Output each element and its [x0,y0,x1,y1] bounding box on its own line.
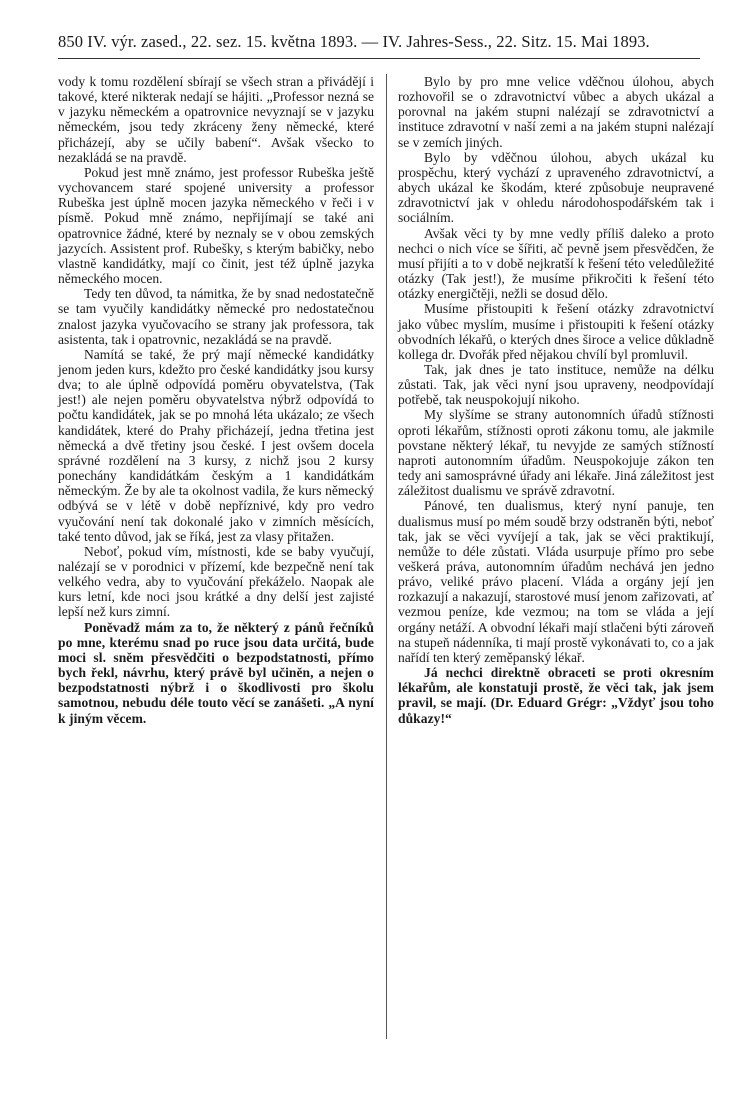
paragraph: Bylo by pro mne velice vděčnou úlohou, abych rozhovořil se o zdravotnictví vůbec a abych ukázal a porovnal na jakém stupni nalézají se zdravotnictví a instituce zdravotní v naší zemi a na jakém stupni nalézají se v zemích jiných. [398,74,714,150]
paragraph: Bylo by vděčnou úlohou, abych ukázal ku prospěchu, který vychází z upraveného zdravotnictví, a abych ukázal ke škodám, které způsobuje neupravené zdravotnictví jak v ohledu národohospodářském tak i sociálním. [398,149,714,226]
header-rule [58,58,700,59]
paragraph: My slyšíme se strany autonomních úřadů stížnosti oproti lékařům, stížnosti oproti zákonu tomu, ale jakmile povstane některý lékař, tu nevyjde ze samých stížností naproti autonomním úřadům. Neuspokojuje zákon ten tedy ani samosprávné úřady ani lékaře. Jiná záležitost jest záležitost dualismu ve správě zdravotní. [398,407,714,499]
column-divider [386,74,387,1039]
running-header: 850 IV. výr. zased., 22. sez. 15. května 1893. — IV. Jahres-Sess., 22. Sitz. 15. Mai 1893. [58,32,650,51]
paragraph: Pánové, ten dualismus, který nyní panuje, ten dualismus musí po mém soudě brzy odstraněn býti, neboť tak, jak se věci vyvíjejí a tak, jak se věci praktikují, nemůže to déle zůstati. Vláda usurpuje přímo pro sebe veškerá práva, autonomním úřadům nechává jen jedno právo, veliké právo placení. Vláda a orgány její jen rozkazují a nakazují, starostové musí jenom zařizovati, ať vezmou peníze, kde vezmou; na tom se vláda a její orgány netáží. A obvodní lékaři mají stlačeni býti zároveň na stupeň nádenníka, ti mají prostě vykonávati to, co a jak nařídí ten který zeměpanský lékař. [398,498,714,665]
paragraph: Tedy ten důvod, ta námitka, že by snad nedostatečně se tam vyučily kandidátky německé pro nedostatečnou znalost jazyka vyučovacího se strany jak professora, tak asistenta, tak i opatrovnic, nezakládá se na pravdě. [58,286,374,347]
paragraph: Neboť, pokud vím, místnosti, kde se baby vyučují, nalézají se v porodnici v přízemí, kde bezpečně není tak velkého vedra, aby to vyučování překáželo. Naopak ale kurs letní, kde noci jsou krátké a dny delší jest zajisté lepší než kurs zimní. [58,543,374,620]
left-column [58,74,374,726]
paragraph: Musíme přistoupiti k řešení otázky zdravotnictví jako vůbec myslím, musíme i přistoupiti k řešení otázky obvodních lékařů, o kterých dnes široce a velice důkladně kollega dr. Dvořák před nějakou chvílí byl promluvil. [398,301,714,362]
paragraph: Tak, jak dnes je tato instituce, nemůže na délku zůstati. Tak, jak věci nyní jsou upraveny, neodpovídají potřebě, tak neuspokojují nikoho. [398,361,714,408]
paragraph: vody k tomu rozdělení sbírají se všech stran a přivádějí i takové, které nikterak nedají se hájiti. „Professor nezná se v jazyku německém a opatrovnice nevyznají se v jazyku německém, jsou tedy zkráceny ženy německé, které přicházejí, aby se učily babení“. Avšak všecko to nezakládá se na pravdě. [58,74,374,165]
paragraph-bold: Poněvadž mám za to, že některý z pánů řečníků po mne, kterému snad po ruce jsou data určitá, bude moci sl. sněm přesvědčiti o bezpodstatnosti, přímo bych řekl, návrhu, který právě byl učiněn, a nejen o bezpodstatnosti nýbrž i o škodlivosti pro školu samotnou, nebudu déle touto věcí se zanášeti. „A nyní k jiným věcem. [58,619,374,726]
right-column [398,74,714,726]
paragraph: Avšak věci ty by mne vedly příliš daleko a proto nechci o nich více se šířiti, ač pevně jsem přesvědčen, že musí přijíti a to v době nejkratší k řešení této veledůležité otázky (Tak jest!), že musíme přikročiti k řešení této otázky energičtěji, nežli se dosud dělo. [398,225,714,302]
paragraph-bold: Já nechci direktně obraceti se proti okresním lékařům, ale konstatuji prostě, že věci tak, jak jsem pravil, se mají. (Dr. Eduard Grégr: „Vždyť jsou toho důkazy!“ [398,665,714,726]
paragraph: Pokud jest mně známo, jest professor Rubeška ještě vychovancem staré spojené university a professor Rubeška jest úplně mocen jazyka německého v řeči i v písmě. Pokud mně známo, nepřijímají se také ani opatrovnice žádné, které by neznaly se v obou zemských jazycích. Assistent prof. Rubešky, s kterým babičky, nebo vlastně kandidátky, mají co činit, jest též úplně jazyka německého mocen. [58,164,374,287]
paragraph: Namítá se také, že prý mají německé kandidátky jenom jeden kurs, kdežto pro české kandidátky jsou kursy dva; to ale úplně odpovídá poměru obyvatelstva, (Tak jest!) ale nejen poměru obyvatelstva nýbrž odpovídá to počtu kandidátek, jak se po mnohá léta ukázalo; ze všech kandidátek, které do Prahy přicházejí, jedna třetina jest německá a dvě třetiny jsou české. I jest ovšem docela správné rozdělení na 3 kursy, z nichž jsou 2 kursy ponechány kandidátkám českým a 1 kandidátkám německým. Že by ale ta okolnost vadila, že kurs německý odbývá se v létě v době nepříznivé, kdy pro vedro vyučování není tak dokonalé jako v zimních měsících, také tento důvod, jak se říká, jest za vlasy přitažen. [58,346,374,544]
